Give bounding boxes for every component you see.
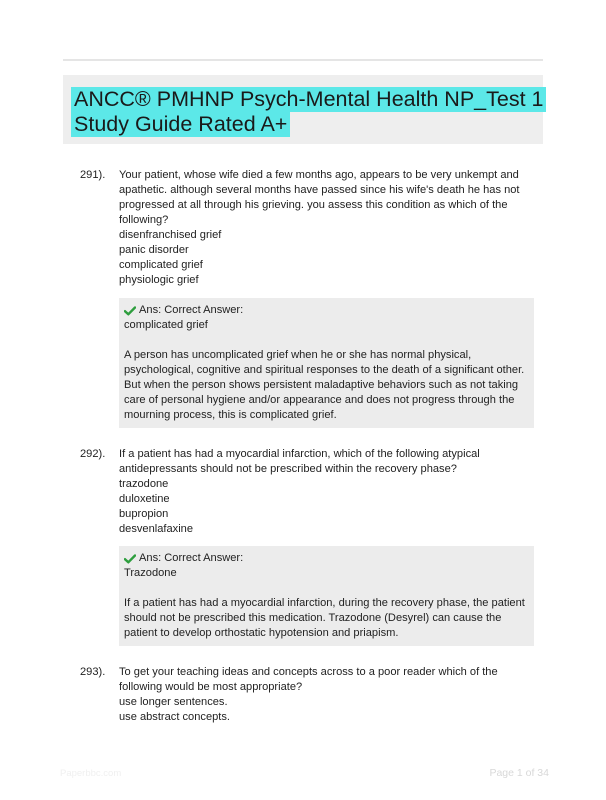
question-option: desvenlafaxine bbox=[119, 523, 194, 535]
question-293 bbox=[80, 665, 540, 725]
check-icon bbox=[124, 554, 136, 564]
answer-explanation: If a patient has had a myocardial infarction, during the recovery phase, the patient should not be prescribed this medication. Trazodone (Desyrel) can cause the patient to develop orthostatic hypotension and priapism. bbox=[124, 597, 525, 639]
answer-explanation: A person has uncomplicated grief when he or she has normal physical, psychological, cognitive and spiritual responses to the death of a significant other. But when the person shows persistent maladaptive behaviors such as not taking care of personal hygiene and/or appearance and does not progress through the mourning process, this is complicated grief. bbox=[124, 349, 525, 421]
question-number: 292). bbox=[80, 448, 106, 460]
page-number: Page 1 of 34 bbox=[489, 767, 549, 779]
question-text: Your patient, whose wife died a few months ago, appears to be very unkempt and apathetic. although several months have passed since his wife's death he has not progressed at all through his grieving. you assess this condition as which of the following? bbox=[119, 169, 520, 226]
question-number: 293). bbox=[80, 666, 106, 678]
document-title-line-1: ANCC® PMHNP Psych-Mental Health NP_Test 1 bbox=[71, 87, 546, 112]
question-option: use abstract concepts. bbox=[119, 711, 230, 723]
question-text: If a patient has had a myocardial infarction, which of the following atypical antidepressants should not be prescribed within the recovery phase? bbox=[119, 448, 480, 475]
question-option: complicated grief bbox=[119, 259, 203, 271]
question-option: panic disorder bbox=[119, 244, 189, 256]
answer-box-291 bbox=[119, 298, 534, 428]
answer-box-292 bbox=[119, 546, 534, 646]
document-title-line-2: Study Guide Rated A+ bbox=[71, 112, 290, 137]
question-option: bupropion bbox=[119, 508, 169, 520]
answer-label: Ans: Correct Answer: bbox=[139, 304, 244, 316]
question-text: To get your teaching ideas and concepts across to a poor reader which of the following would be most appropriate? bbox=[119, 666, 498, 693]
question-option: use longer sentences. bbox=[119, 696, 228, 708]
document-title-block bbox=[63, 75, 543, 144]
footer-watermark: Paperbbc.com bbox=[60, 768, 122, 779]
question-number: 291). bbox=[80, 169, 106, 181]
question-option: disenfranchised grief bbox=[119, 229, 222, 241]
question-292 bbox=[80, 447, 540, 537]
question-option: physiologic grief bbox=[119, 274, 199, 286]
top-divider bbox=[63, 59, 543, 61]
answer-label: Ans: Correct Answer: bbox=[139, 552, 244, 564]
question-option: duloxetine bbox=[119, 493, 170, 505]
correct-answer: Trazodone bbox=[124, 567, 177, 579]
check-icon bbox=[124, 306, 136, 316]
correct-answer: complicated grief bbox=[124, 319, 208, 331]
question-option: trazodone bbox=[119, 478, 169, 490]
question-291 bbox=[80, 168, 540, 288]
